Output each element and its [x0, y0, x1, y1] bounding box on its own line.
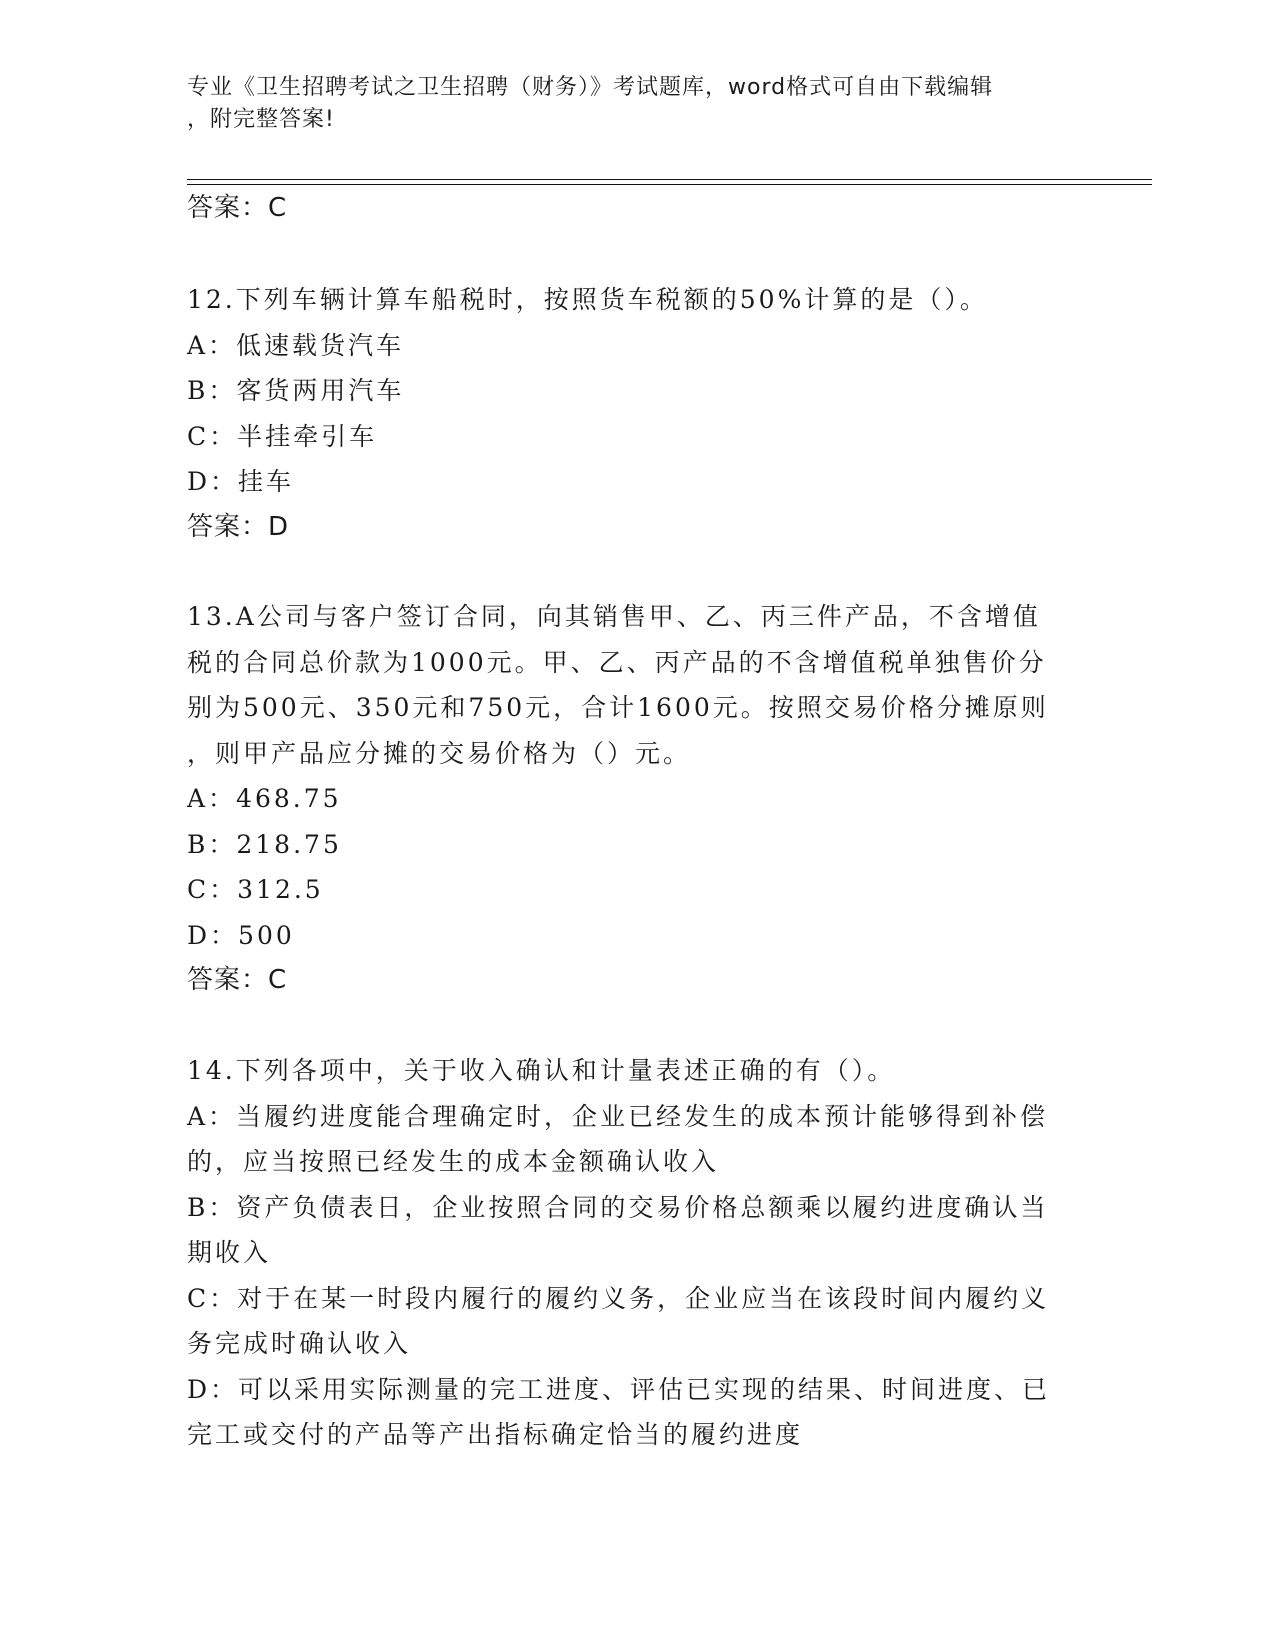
header-rule-bottom [187, 184, 1152, 185]
question-14-option-a-line-1: A：当履约进度能合理确定时，企业已经发生的成本预计能够得到补偿 [187, 1101, 1049, 1131]
question-12-answer: 答案：D [187, 511, 290, 542]
question-13-option-c: C：312.5 [187, 875, 324, 904]
question-12-option-c: C：半挂牵引车 [187, 421, 378, 451]
question-13-option-b: B：218.75 [187, 829, 342, 859]
question-13-option-a: A：468.75 [187, 784, 342, 813]
question-14-option-b-line-2: 期收入 [187, 1238, 272, 1267]
question-12-option-d: D：挂车 [187, 467, 295, 496]
question-13-text-line-2: 税的合同总价款为1000元。甲、乙、丙产品的不含增值税单独售价分 [187, 647, 1047, 677]
question-12 [187, 277, 1067, 550]
question-14-option-c-line-2: 务完成时确认收入 [187, 1329, 412, 1358]
header-rule-top [187, 179, 1152, 180]
page-header [187, 72, 1067, 136]
previous-answer-block [187, 186, 1067, 232]
question-13-answer: 答案：C [187, 965, 288, 995]
question-12-option-b: B：客货两用汽车 [187, 376, 405, 405]
question-14-option-b-line-1: B：资产负债表日，企业按照合同的交易价格总额乘以履约进度确认当 [187, 1192, 1049, 1222]
question-13 [187, 594, 1067, 1004]
question-12-option-a: A：低速载货汽车 [187, 330, 405, 360]
answer-previous: 答案：C [187, 193, 288, 223]
header-line-1: 专业《卫生招聘考试之卫生招聘（财务）》考试题库，word格式可自由下载编辑 [187, 75, 994, 100]
header-line-2: ，附完整答案! [187, 107, 335, 132]
question-14-option-d-line-2: 完工或交付的产品等产出指标确定恰当的履约进度 [187, 1420, 804, 1449]
question-14-option-c-line-1: C：对于在某一时段内履行的履约义务，企业应当在该段时间内履约义 [187, 1283, 1050, 1313]
question-13-text-line-1: 13.A公司与客户签订合同，向其销售甲、乙、丙三件产品，不含增值 [187, 602, 1041, 631]
question-14-option-d-line-1: D：可以采用实际测量的完工进度、评估已实现的结果、时间进度、已 [187, 1374, 1051, 1404]
question-13-text-line-3: 别为500元、350元和750元，合计1600元。按照交易价格分摊原则 [187, 693, 1049, 722]
question-14-option-a-line-2: 的，应当按照已经发生的成本金额确认收入 [187, 1147, 720, 1176]
question-12-text: 12.下列车辆计算车船税时，按照货车税额的50%计算的是（）。 [187, 285, 988, 314]
question-13-text-line-4: ，则甲产品应分摊的交易价格为（）元。 [187, 738, 692, 768]
question-14-text: 14.下列各项中，关于收入确认和计量表述正确的有（）。 [187, 1056, 896, 1085]
question-14 [187, 1048, 1067, 1458]
question-13-option-d: D：500 [187, 920, 295, 950]
